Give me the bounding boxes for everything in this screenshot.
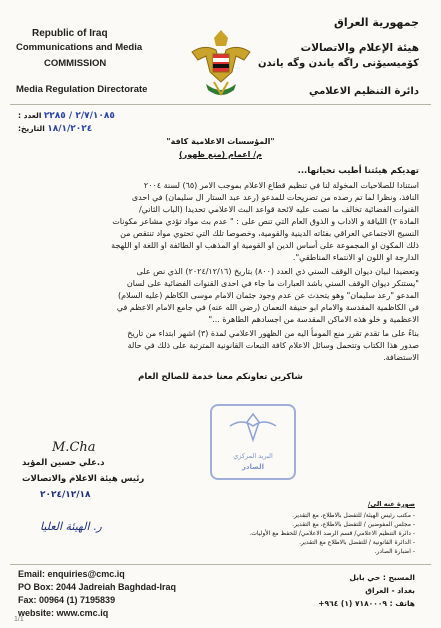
copies-item: - مكتب رئيس الهيئة/ للتفضل بالاطلاع، مع التقدير.	[292, 512, 415, 519]
body-line: صدور هذا الكتاب وتتحمل وسائل الاعلام كافة التبعات القانونية المترتبة على ذلك في حالة	[127, 341, 419, 350]
stamp-text-outgoing: الصادر	[241, 463, 265, 471]
header-en-directorate: Media Regulation Directorate	[16, 84, 148, 95]
stamp-emblem-icon	[212, 410, 294, 450]
reference-number-label: العدد :	[18, 111, 42, 120]
official-stamp	[210, 404, 296, 480]
copies-item: - مجلس المفوضين / للتفضل بالاطلاع، مع التقدير.	[292, 521, 415, 528]
header-en-republic: Republic of Iraq	[32, 28, 108, 39]
recipient-line: "المؤسسات الاعلامية كافة"	[166, 137, 275, 146]
body-line: القنوات الفضائية تخالف ما نصت عليه لائحة قواعد البث الاعلامي تحديدا (الباب الثاني/	[138, 205, 419, 214]
reference-date	[18, 124, 92, 134]
signatory-title: رئيس هيئة الاعلام والاتصالات	[22, 474, 145, 484]
header-divider	[10, 104, 431, 105]
body-line: "يستنكر ديوان الوقف السني باشد العبارات ما جاء في احدى القنوات الفضائية على لسان	[126, 279, 419, 288]
footer-ar-address: المسبح : حي بابل	[349, 573, 415, 582]
signature-scribble: M.Cha	[52, 440, 96, 455]
iraq-emblem-icon	[186, 24, 256, 104]
reference-number	[18, 111, 115, 121]
reference-number-value: ٢/٧/١٠٨٥ / ٢٢٨٥	[43, 111, 115, 121]
body-line: النافذ، ونظرا لما تم رصده من تصريحات للمدعو (رعد عبد الستار ال سليمان) في احدى	[131, 193, 419, 202]
body-line: النسيج الاجتماعي العراقي بفئاته الدينية والقومية، وخصوصا تلك التي تحتوي مواد تنتقص من	[120, 229, 419, 238]
closing-line: شاكرين تعاونكم معنا خدمة للصالح العام	[138, 372, 303, 382]
body-line: ذلك المكون او المجموعة على أساس الدين او القومية او المذهب او الطائفة او اللغة او اللهجة	[111, 241, 419, 250]
handwritten-note: ر. الهيئة العليا	[40, 520, 102, 533]
signatory-name: د.علي حسين المؤيد	[22, 458, 105, 468]
body-line: بناءً على ما تقدم تقرر منع المومأ اليه من الظهور الاعلامي لمدة (٣) اشهر ابتداء من تاريخ	[127, 329, 419, 338]
stamp-text-central: البريد المركزي	[233, 452, 273, 460]
copies-item: - الدائرة القانونية / للتفضل بالاطلاع مع التقدير.	[299, 539, 415, 546]
body-line: وتعضيدا لبيان ديوان الوقف السني ذي العدد (٨٠٠) بتاريخ (٢٠٢٤/١٢/١٦) الذي نص على	[136, 267, 419, 276]
reference-date-label: التاريخ:	[18, 124, 45, 133]
header-ar-republic: جمهورية العراق	[334, 16, 419, 29]
body-line: المادة ٢) اللياقة و الاداب و الذوق العام التي تنص على : " عدم بث مواد تؤدي مشاعر مكونات	[112, 217, 419, 226]
signature-date: ٢٠٢٤/١٢/١٨	[40, 490, 91, 500]
header-ar-kurdish: كۆمیسیۆنی راگه یاندن وگه یاندن	[258, 58, 419, 69]
body-line: الاستضافة.	[383, 353, 419, 362]
body-line: استنادا للصلاحيات المخولة لنا في تنظيم قطاع الاعلام بموجب الامر (٦٥) لسنة ٢٠٠٤	[143, 181, 419, 190]
body-line: في الكاظمية المقدسة والامام ابو حنيفة النعمان (رضي الله عنه) في جامع الامام الاعظم في	[116, 303, 419, 312]
body-line: الدارجة او اللون او الانتماء المناطقي".	[292, 253, 419, 262]
footer-ar-phone: هاتف : ٧١٨٠٠٠٩ (١) ٩٦٤+	[318, 599, 415, 608]
page-marker: 1/1	[14, 616, 24, 623]
footer-divider	[10, 564, 431, 565]
subject-line: م/ اعمام (منع ظهور)	[178, 150, 262, 159]
copies-item: - اضبارة الصادر.	[374, 548, 415, 555]
footer-email: Email: enquiries@cmc.iq	[18, 569, 125, 579]
greeting: تهديكم هيئتنا أطيب تحياتها...	[297, 166, 419, 176]
header-en-commission: COMMISSION	[44, 58, 107, 69]
body-line: المدعو "رعد سليمان" وهو يتحدث عن عدم وجود جثمان الامام موسى الكاظم (عليه السلام)	[117, 291, 419, 300]
footer-ar-city: بغداد - العراق	[365, 586, 415, 595]
footer-fax: Fax: 00964 (1) 7195839	[18, 595, 116, 605]
footer-website: website: www.cmc.iq	[18, 608, 109, 618]
header-ar-commission: هيئة الإعلام والاتصالات	[300, 42, 419, 54]
header-ar-directorate: دائرة التنظيم الاعلامي	[308, 86, 419, 97]
copies-title: صورة عنه الى/	[367, 500, 415, 508]
body-line: الاعظمية و خلو هذه الاماكن المقدسة من اجسادهم الطاهرة ..."	[208, 315, 419, 324]
reference-date-value: ١٨/١/٢٠٢٤	[47, 124, 93, 134]
header-en-communications: Communications and Media	[16, 42, 143, 53]
copies-item: - دائرة التنظيم الاعلامي/ قسم الرصد الاعلامي/ للحفظ مع الأوليات.	[249, 530, 415, 537]
footer-po-box: PO Box: 2044 Jadreiah Baghdad-Iraq	[18, 582, 177, 592]
